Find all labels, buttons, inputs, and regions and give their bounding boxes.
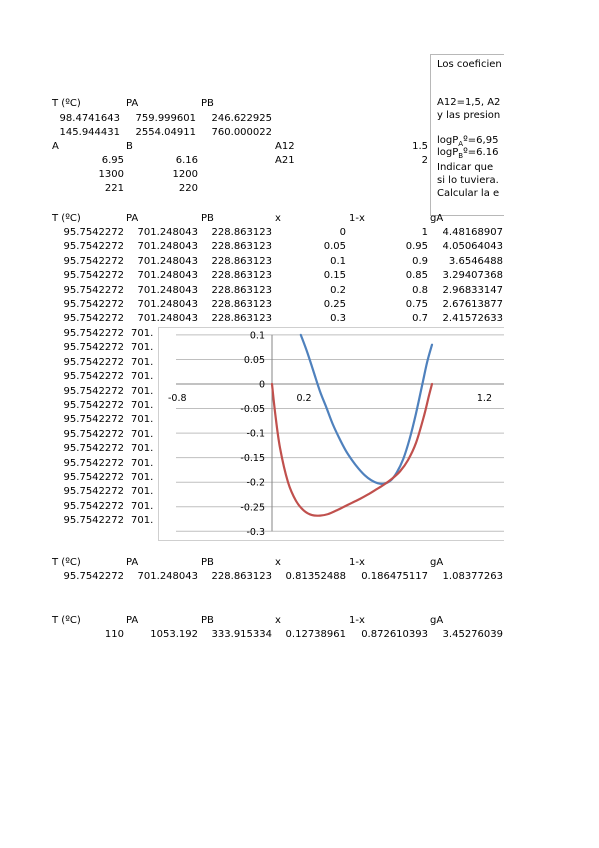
chart-y-tick-label: -0.1 (246, 428, 265, 440)
gibbs-mixing-chart (158, 327, 504, 541)
table2-cell: 95.7542272 (63, 414, 124, 426)
table3-cell: 701.248043 (137, 571, 198, 582)
note-line: Indicar que (437, 162, 494, 173)
table4-header-ga: gA (430, 615, 444, 626)
note-line-logpb: logP$_B$º=6.16 (437, 147, 499, 160)
table2-cell: 95.7542272 (63, 443, 124, 455)
table3-header-t: T (ºC) (52, 557, 81, 568)
table1-cell: 759.999601 (135, 113, 196, 124)
ab-header-b: B (126, 141, 133, 152)
table2-header-x: x (275, 213, 281, 224)
table2-cell: 0.15 (323, 270, 346, 282)
table2-cell: 95.7542272 (63, 270, 124, 282)
table2-cell: 701. (131, 342, 154, 354)
ab-header-a: A (52, 141, 59, 152)
note-line-logpa: logP$_A$º=6,95 (437, 135, 499, 148)
coef-a21-value: 2 (421, 155, 428, 166)
table2-cell: 95.7542272 (63, 371, 124, 383)
table2-cell: 0.1 (330, 255, 346, 267)
table3-cell: 228.863123 (211, 571, 272, 582)
table2-cell: 95.7542272 (63, 342, 124, 354)
problem-note-box (430, 54, 504, 216)
table2-cell: 4.48168907 (442, 227, 503, 238)
table2-cell: 95.7542272 (63, 227, 124, 238)
table2-cell: 2.41572633 (442, 313, 503, 325)
table2-cell: 0.75 (405, 299, 428, 310)
table2-cell: 228.863123 (211, 299, 272, 310)
table2-cell: 95.7542272 (63, 356, 124, 368)
table2-cell: 0.9 (412, 255, 428, 267)
table4-cell: 110 (104, 629, 124, 640)
ab-cell: 220 (178, 183, 198, 194)
note-line: A12=1,5, A2 (437, 97, 501, 108)
coef-a12-label: A12 (275, 141, 295, 152)
table4-header-x: x (275, 615, 281, 626)
table3-cell: 95.7542272 (63, 571, 124, 582)
chart-y-tick-label: 0 (258, 379, 265, 391)
table2-cell: 701. (131, 414, 154, 426)
table2-cell: 2.96833147 (442, 284, 503, 296)
table2-cell: 0.2 (330, 284, 346, 296)
table2-cell: 95.7542272 (63, 385, 124, 397)
table3-header-ga: gA (430, 557, 444, 568)
ab-cell: 6.95 (101, 155, 124, 166)
table2-cell: 95.7542272 (63, 299, 124, 310)
table2-cell: 95.7542272 (63, 428, 124, 440)
chart-y-tick-label: -0.15 (240, 453, 265, 465)
table1-cell: 760.000022 (211, 127, 272, 138)
chart-y-tick-label: -0.2 (246, 477, 265, 489)
table2-cell: 701.248043 (137, 270, 198, 282)
note-line: y las presion (437, 110, 501, 121)
table2-header-t: T (ºC) (52, 213, 81, 224)
table1-cell: 145.944431 (59, 127, 120, 138)
table2-cell: 2.67613877 (442, 299, 503, 310)
table3-header-pb: PB (201, 557, 214, 568)
note-line: si lo tuviera. (437, 175, 499, 186)
table2-header-1mx: 1-x (349, 213, 365, 224)
table2-cell: 95.7542272 (63, 400, 124, 411)
ab-cell: 1200 (172, 169, 198, 180)
table2-header-ga: gA (430, 213, 444, 224)
table2-cell: 701. (131, 328, 154, 339)
table2-cell: 95.7542272 (63, 457, 124, 469)
table2-cell: 0.8 (412, 284, 428, 296)
table2-cell: 228.863123 (211, 270, 272, 282)
chart-y-tick-label: -0.25 (240, 502, 265, 514)
chart-y-tick-label: 0.05 (243, 354, 265, 366)
table2-cell: 701. (131, 385, 154, 397)
chart-series-line-1 (301, 335, 432, 484)
table3-header-1mx: 1-x (349, 557, 365, 568)
table2-cell: 95.7542272 (63, 313, 124, 325)
table1-cell: 246.622925 (211, 113, 272, 124)
table2-header-pb: PB (201, 213, 214, 224)
table2-cell: 701.248043 (137, 299, 198, 310)
table1-cell: 98.4741643 (59, 113, 120, 124)
table4-cell: 0.872610393 (361, 629, 428, 640)
table2-cell: 3.6546488 (448, 255, 503, 267)
table2-cell: 228.863123 (211, 241, 272, 253)
table2-cell: 0.85 (405, 270, 428, 282)
table3-header-pa: PA (126, 557, 139, 568)
table2-cell: 228.863123 (211, 284, 272, 296)
table2-cell: 0.3 (330, 313, 346, 325)
table2-cell: 4.05064043 (442, 241, 503, 253)
table2-cell: 701. (131, 500, 154, 512)
table2-cell: 228.863123 (211, 227, 272, 238)
chart-y-tick-label: 0.1 (249, 330, 265, 342)
table2-cell: 701. (131, 371, 154, 383)
table2-cell: 95.7542272 (63, 515, 124, 527)
table1-header-t: T (ºC) (52, 98, 81, 109)
table2-cell: 701. (131, 428, 154, 440)
coef-a21-label: A21 (275, 155, 295, 166)
table2-cell: 95.7542272 (63, 486, 124, 498)
ab-cell: 6.16 (175, 155, 198, 166)
table2-cell: 0.7 (412, 313, 428, 325)
table4-header-t: T (ºC) (52, 615, 81, 626)
chart-x-tick-label: 1.2 (476, 393, 492, 404)
table2-cell: 701. (131, 515, 154, 527)
table2-cell: 0.05 (323, 241, 346, 253)
table4-cell: 3.45276039 (442, 629, 503, 640)
table2-cell: 701.248043 (137, 313, 198, 325)
table2-cell: 95.7542272 (63, 255, 124, 267)
coef-a12-value: 1.5 (412, 141, 428, 152)
table2-cell: 0 (339, 227, 346, 238)
note-line: Calcular la e (437, 188, 500, 199)
table2-cell: 95.7542272 (63, 284, 124, 296)
table2-header-pa: PA (126, 213, 139, 224)
table2-cell: 701. (131, 472, 154, 483)
table2-cell: 95.7542272 (63, 328, 124, 339)
table4-cell: 0.12738961 (285, 629, 346, 640)
table4-header-pb: PB (201, 615, 214, 626)
table2-cell: 95.7542272 (63, 241, 124, 253)
table2-cell: 701.248043 (137, 284, 198, 296)
table2-cell: 701. (131, 486, 154, 498)
ab-cell: 1300 (98, 169, 124, 180)
note-line: Los coeficien (437, 59, 502, 70)
table2-cell: 95.7542272 (63, 472, 124, 483)
chart-y-tick-label: -0.05 (240, 404, 265, 416)
table4-header-1mx: 1-x (349, 615, 365, 626)
table2-cell: 3.29407368 (442, 270, 503, 282)
table2-cell: 228.863123 (211, 313, 272, 325)
table2-cell: 701. (131, 443, 154, 455)
table2-cell: 701. (131, 400, 154, 411)
table2-cell: 1 (421, 227, 428, 238)
table4-header-pa: PA (126, 615, 139, 626)
ab-cell: 221 (104, 183, 124, 194)
chart-x-tick-label: 0.2 (296, 393, 312, 404)
table3-header-x: x (275, 557, 281, 568)
table1-header-pb: PB (201, 98, 214, 109)
table3-cell: 1.08377263 (442, 571, 503, 582)
table2-cell: 0.25 (323, 299, 346, 310)
table2-cell: 701.248043 (137, 227, 198, 238)
table2-cell: 95.7542272 (63, 500, 124, 512)
table3-cell: 0.186475117 (361, 571, 428, 582)
chart-y-tick-label: -0.3 (246, 526, 265, 538)
table2-cell: 228.863123 (211, 255, 272, 267)
table2-cell: 0.95 (405, 241, 428, 253)
table1-cell: 2554.04911 (135, 127, 196, 138)
table2-cell: 701. (131, 457, 154, 469)
table2-cell: 701.248043 (137, 241, 198, 253)
table3-cell: 0.81352488 (285, 571, 346, 582)
table4-cell: 1053.192 (150, 629, 198, 640)
table1-header-pa: PA (126, 98, 139, 109)
chart-x-tick-label: -0.8 (168, 393, 187, 404)
table4-cell: 333.915334 (211, 629, 272, 640)
table2-cell: 701. (131, 356, 154, 368)
table2-cell: 701.248043 (137, 255, 198, 267)
